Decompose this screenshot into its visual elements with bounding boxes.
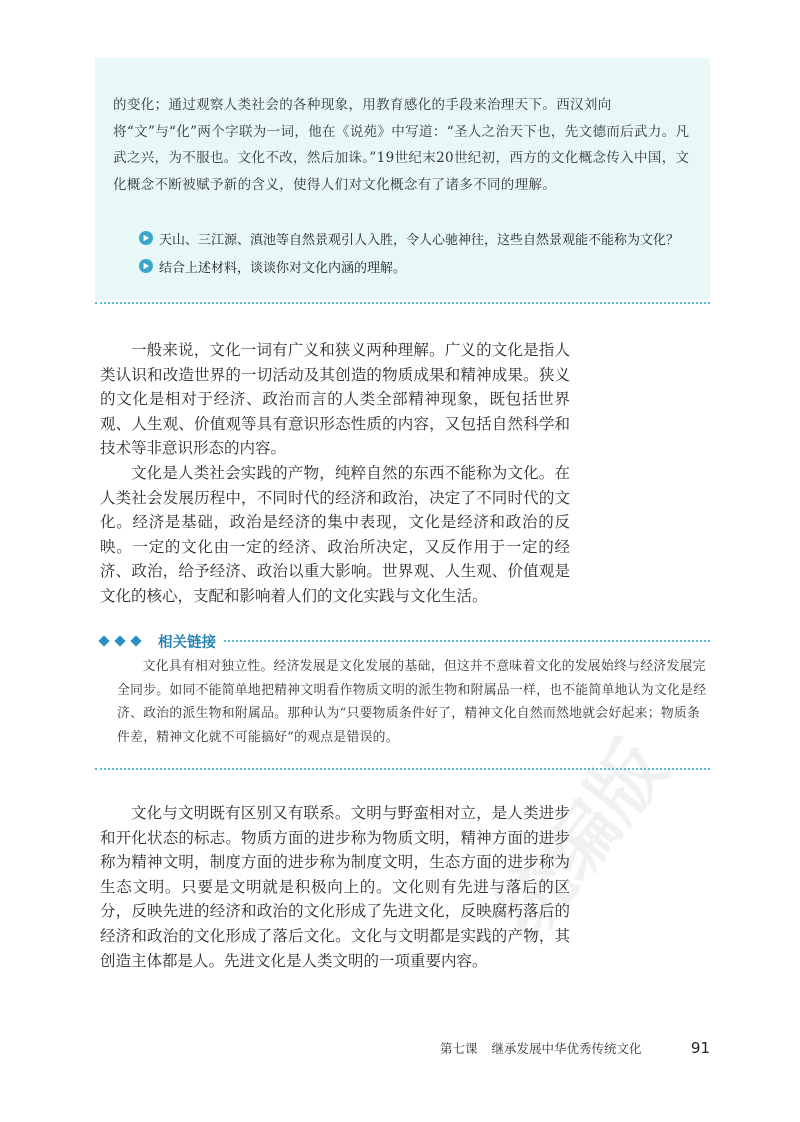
question-item: [139, 252, 699, 280]
page-number: 91: [690, 1039, 710, 1057]
lesson-number: 第七课: [440, 1041, 478, 1056]
page-footer: [440, 1038, 710, 1058]
body-text-section-1: [100, 338, 570, 609]
related-link-text: 文化具有相对独立性。经济发展是文化发展的基础，但这并不意味着文化的发展始终与经济发展完全同步。如同不能简单地把精神文明看作物质文明的派生物和附属品一样，也不能简单地认为文化是经济、政治的派生物和附属品。那种认为“只要物质条件好了，精神文化自然而然地就会好起来；物质条件差，精神文化就不可能搞好”的观点是错误的。: [117, 659, 707, 745]
question-text: 天山、三江源、滇池等自然景观引人入胜，令人心驰神往，这些自然景观能不能称为文化？: [159, 232, 680, 248]
lesson-title: 继承发展中华优秀传统文化: [491, 1041, 642, 1056]
question-list: [139, 224, 699, 280]
question-item: [139, 224, 699, 252]
watermark: 统编版: [479, 725, 684, 954]
material-text: 的变化；通过观察人类社会的各种现象，用教育感化的手段来治理天下。西汉刘向将“文”与“化”两个字联为一词，他在《说苑》中写道：“圣人之治天下也，先文德而后武力。凡武之兴，为不服也。文化不改，然后加诛。”19世纪末20世纪初，西方的文化概念传入中国，文化概念不断被赋予新的含义，使得人们对文化概念有了诸多不同的理解。: [113, 97, 690, 193]
related-link-title: 相关链接: [158, 634, 216, 651]
play-arrow-icon: [139, 231, 153, 245]
section-divider: [95, 302, 710, 304]
material-box: [95, 58, 710, 300]
body-text-section-2: [100, 801, 570, 973]
dotted-rule: [224, 640, 710, 642]
diamond-bullets-icon: [100, 637, 148, 645]
question-text: 结合上述材料，谈谈你对文化内涵的理解。: [159, 260, 407, 276]
body-paragraph: 文化与文明既有区别又有联系。文明与野蛮相对立，是人类进步和开化状态的标志。物质方面的进步称为物质文明，精神方面的进步称为精神文明，制度方面的进步称为制度文明，生态方面的进步称为生态文明。只要是文明就是积极向上的。文化则有先进与落后的区分，反映先进的经济和政治的文化形成了先进文化，反映腐朽落后的经济和政治的文化形成了落后文化。文化与文明都是实践的产物，其创造主体都是人。先进文化是人类文明的一项重要内容。: [100, 804, 570, 970]
play-arrow-icon: [139, 259, 153, 273]
body-paragraph: 文化是人类社会实践的产物，纯粹自然的东西不能称为文化。在人类社会发展历程中，不同时代的经济和政治，决定了不同时代的文化。经济是基础，政治是经济的集中表现，文化是经济和政治的反映。一定的文化由一定的经济、政治所决定，又反作用于一定的经济、政治，给予经济、政治以重大影响。世界观、人生观、价值观是文化的核心，支配和影响着人们的文化实践与文化生活。: [100, 463, 570, 605]
related-link-header: [100, 631, 710, 651]
section-divider: [95, 768, 710, 770]
body-paragraph: 一般来说，文化一词有广义和狭义两种理解。广义的文化是指人类认识和改造世界的一切活动及其创造的物质成果和精神成果。狭义的文化是相对于经济、政治而言的人类全部精神现象，既包括世界观、人生观、价值观等具有意识形态性质的内容，又包括自然科学和技术等非意识形态的内容。: [100, 341, 570, 458]
